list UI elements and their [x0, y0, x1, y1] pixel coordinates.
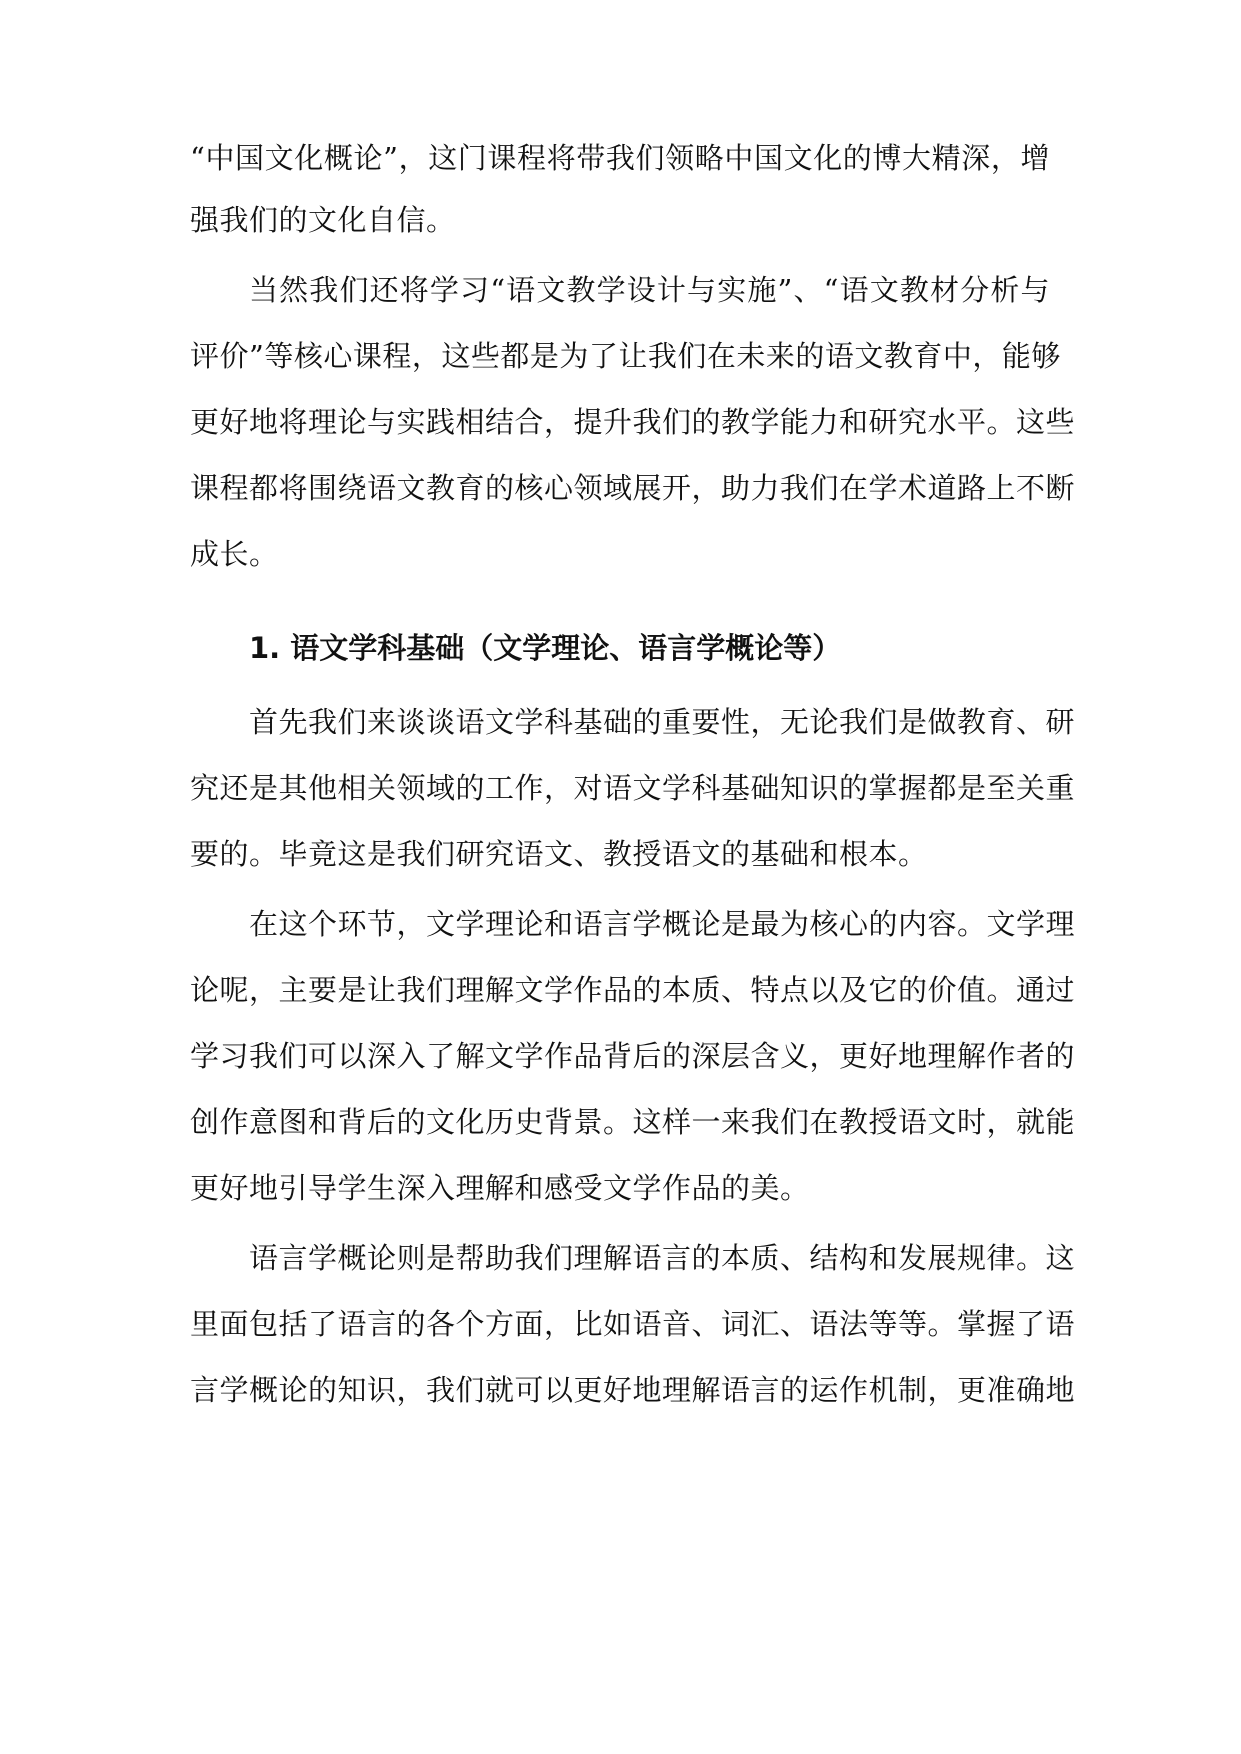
text-line: 首先我们来谈谈语文学科基础的重要性，无论我们是做教育、研 [249, 705, 1076, 739]
text-line: 在这个环节，文学理论和语言学概论是最为核心的内容。文学理 [249, 907, 1076, 941]
text-line: “中国文化概论”，这门课程将带我们领略中国文化的博大精深，增 [190, 141, 1050, 175]
text-line: 课程都将围绕语文教育的核心领域展开，助力我们在学术道路上不断 [190, 471, 1076, 505]
text-line: 论呢，主要是让我们理解文学作品的本质、特点以及它的价值。通过 [190, 973, 1076, 1007]
text-line: 学习我们可以深入了解文学作品背后的深层含义，更好地理解作者的 [190, 1039, 1076, 1073]
text-line: 更好地引导学生深入理解和感受文学作品的美。 [190, 1171, 810, 1205]
text-line: 当然我们还将学习“语文教学设计与实施”、“语文教材分析与 [249, 273, 1050, 307]
section-heading: 1. 语文学科基础（文学理论、语言学概论等） [249, 631, 842, 665]
text-line: 要的。毕竟这是我们研究语文、教授语文的基础和根本。 [190, 837, 928, 871]
text-line: 成长。 [190, 537, 279, 571]
text-line: 里面包括了语言的各个方面，比如语音、词汇、语法等等。掌握了语 [190, 1307, 1076, 1341]
text-line: 强我们的文化自信。 [190, 203, 456, 237]
text-line: 创作意图和背后的文化历史背景。这样一来我们在教授语文时，就能 [190, 1105, 1076, 1139]
text-line: 究还是其他相关领域的工作，对语文学科基础知识的掌握都是至关重 [190, 771, 1076, 805]
text-line: 语言学概论则是帮助我们理解语言的本质、结构和发展规律。这 [249, 1241, 1076, 1275]
text-line: 言学概论的知识，我们就可以更好地理解语言的运作机制，更准确地 [190, 1373, 1076, 1407]
text-line: 评价”等核心课程，这些都是为了让我们在未来的语文教育中，能够 [190, 339, 1061, 373]
text-line: 更好地将理论与实践相结合，提升我们的教学能力和研究水平。这些 [190, 405, 1076, 439]
